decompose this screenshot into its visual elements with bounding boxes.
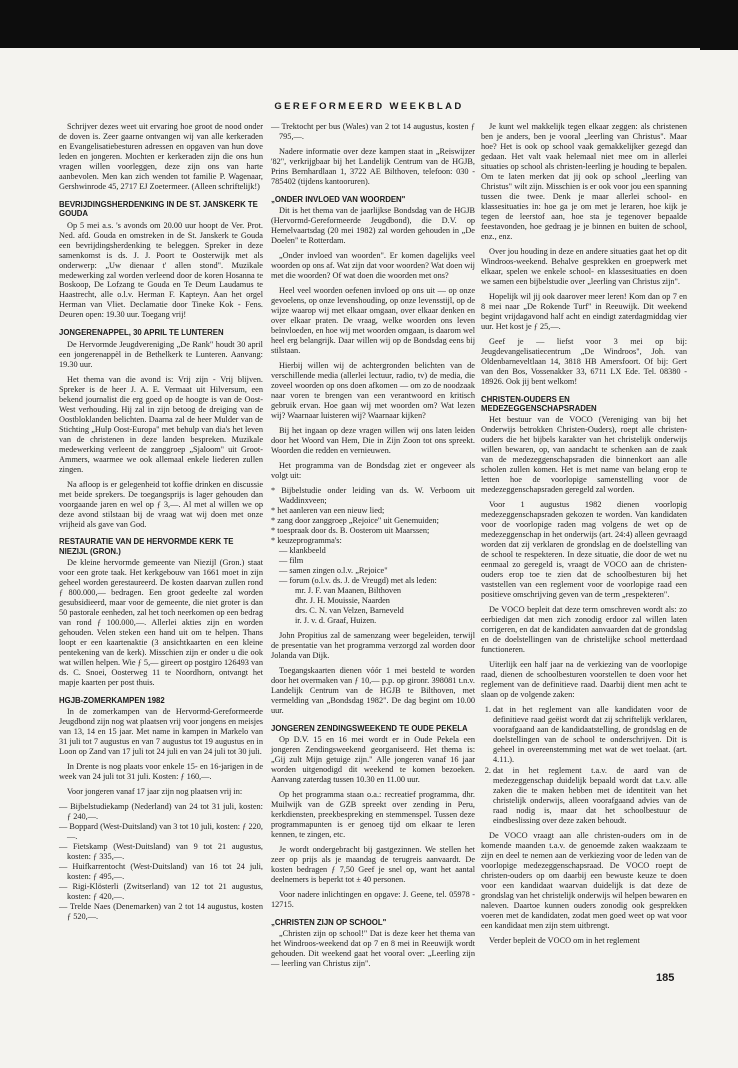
paragraph: „Christen zijn op school!" Dat is deze keer het thema van het Windroos-weekend dat op 7 en 8 mei in Reeuwijk wordt gehouden. Dit weekend gaat het vooral over: „Leerling zijn — leerling van Christus zijn". [271,928,475,968]
program-list [271,486,475,546]
scan-top-border-notch [700,44,738,50]
list-item: — forum (o.l.v. ds. J. de Vreugd) met als leden: [279,575,437,585]
section-heading: RESTAURATIE VAN DE HERVORMDE KERK TE NIEZIJL (GRON.) [59,537,234,556]
list-item: — samen zingen o.l.v. „Rejoice" [279,565,388,575]
paragraph: Je kunt wel makkelijk tegen elkaar zeggen: als christenen ben je anders, ben je vooral „leerling van Christus". Maar hoe? Het is ook op school vaak gemakkelijker gezegd dan gedaan. Het valt vaak helemaal niet mee om in allerlei situaties op school als christen-leerling je houding te bepalen. Om te laten merken dat jij ook op school „leerling van Christus" wilt zijn. Misschien is er ook voor jou een spanning tussen die twee. Denk je maar allerlei school- en klassesituaties in: hoe ga je om met je leraren, hoe kijk je tegen de leerstof aan, hoe sta je tegenover bepaalde feestavonden, hoe gedraag je je binnen en buiten de school, enz., enz. [481,122,687,241]
paragraph: Dit is het thema van de jaarlijkse Bondsdag van de HGJB (Hervormd-Gereformeerde Jeugdbond), die D.V. op Hemelvaartsdag (20 mei 1982) zal worden gehouden in „De Doelen" te Rotterdam. [271,206,475,246]
list-item: * het aanleren van een nieuw lied; [271,505,385,515]
paragraph: De kleine hervormde gemeente van Niezijl (Gron.) staat voor een grote taak. Het kerkgebouw van 1661 moet in zijn geheel worden gerestaureerd. De kosten daarvan zullen rond ƒ 800.000,— bedragen. Een groot gedeelte zal worden gesubsidieerd, maar voor de gemeente, die niet groter is dan 50 pastorale eenheden, zal het toch neerkomen op een bedrag van rond ƒ 100.000,—. Allerlei akties zijn en worden gehouden. Velen steken een hand uit om te helpen. Thans loopt er een kaartenaktie (3 ansichtkaarten en een kleine pentekening van de kerk). Misschien zijn er onder u die ook wat willen helpen. Wie ƒ 5,— gireert op postgiro 126493 van ds. C. Snoei, Oosterweg 11 te Noordhorn, ontvangt het mapje kaarten per post thuis. [59,558,263,687]
paragraph: Op D.V. 15 en 16 mei wordt er in Oude Pekela een jongeren Zendingsweekend georganiseerd. Het thema is: „Gij zult Mijn getuige zijn." Alle jongeren vanaf 16 jaar worden uitgenodigd dit weekend te komen bezoeken. Aanvang zaterdag tussen 10.30 en 11.00 uur. [271,734,475,784]
paragraph: Nadere informatie over deze kampen staat in „Reiswijzer '82", verkrijgbaar bij het Landelijk Centrum van de HGJB, Prins Bernhardlaan 1, 3722 AE Bilthoven, telefoon: 030 - 785402 (tijdens kantooruren). [271,146,475,186]
paragraph: John Propitius zal de samenzang weer begeleiden, terwijl de presentatie van het programma verzorgd zal worden door Jolanda van Dijk. [271,630,475,660]
forum-member: dhr. J. H. Mouissie, Naarden [295,595,390,605]
paragraph: Bij het ingaan op deze vragen willen wij ons laten leiden door het Woord van Hem, Die in Zijn Zoon tot ons spreekt. Woorden die redden en vernieuwen. [271,425,475,455]
paragraph: Hierbij willen wij de achtergronden belichten van de verschillende media (allerlei lectuur, radio, tv) de media, die zoveel woorden op ons doen afkomen — om zo de noodzaak naar voren te brengen van een verantwoord en kritisch gebruik ervan. Hoe gaan wij met woorden om? Wat lezen wij? Waarnaar luisteren wij? Waarnaar kijken? [271,361,475,420]
paragraph: Het programma van de Bondsdag ziet er ongeveer als volgt uit: [271,460,475,480]
list-item: — Bijbelstudiekamp (Nederland) van 24 tot 31 juli, kosten: ƒ 240,—. [59,802,263,822]
list-item: * toespraak door ds. B. Oosterom uit Maarssen; [271,525,430,535]
paragraph: Hopelijk wil jij ook daarover meer leren! Kom dan op 7 en 8 mei naar „De Rokende Turf" in Reeuwijk. Dit weekend begint vrijdagavond half acht en eindigt zaterdagmiddag vier uur. Het kost je ƒ 25,—. [481,291,687,331]
paragraph: Geef je — liefst voor 3 mei op bij: Jeugdevangelisatiecentrum „De Windroos", Joh. van Oldenbarneveltlaan 14, 3818 HB Amersfoort. Of bij: Gert van den Bos, Vossenakker 33, 6711 LX Ede. Tel. 08380 - 18926. Ook jij bent welkom! [481,336,687,386]
paragraph: Verder bepleit de VOCO om in het reglement [489,935,640,945]
paragraph: „Onder invloed van woorden". Er komen dagelijks veel woorden op ons af. Wat zijn dat voor woorden? Wat doen wij met die woorden? Of wat doen die woorden met ons? [271,251,475,281]
list-item: — Rigi-Klösterli (Zwitserland) van 12 tot 21 augustus, kosten: ƒ 420,—. [59,882,263,902]
choice-program-list [271,546,475,586]
paragraph: Het thema van die avond is: Vrij zijn - Vrij blijven. Spreker is de heer J. A. E. Vermaat uit Hilversum, een bekend journalist die erg goed op de hoogte is van de Oost-West verhouding. Hij zal in zijn betoog de dreiging van de Oostbloklanden belichten. Daarna zal de heer Mulder van de Stichting „Hulp Oost-Europa" met behulp van dia's het leven van de christenen in deze landen bespreken. Muzikale medewerking verleent de zanggroep „Sjaloom" uit Groot-Ammers, waarmee we ook allemaal enkele liederen zullen zingen. [59,374,263,474]
paragraph: Op 5 mei a.s. 's avonds om 20.00 uur hoopt de Ver. Prot. Ned. afd. Gouda en omstreken in de St. Janskerk te Gouda een bevrijdingsherdenking te beleggen. Spreker in deze samenkomst is ds. J. J. Poort te Oosterwijk met als onderwerp: „Uw dienaar t' allen stond". Muzikale medewerking zal worden verleend door de koren Hosanna te Boskoop, De Lofzang te Gouda en Te Deum Laudamus te Haastrecht, alle o.l.v. Herman F. Kapteyn. Aan het orgel Herman van Vliet. Declamatie door Tineke Kok - Fens. Deuren open: 19.30 uur. Toegang vrij! [59,220,263,320]
paragraph: Voor 1 augustus 1982 dienen voorlopig medezeggenschapsraden gekozen te worden. Van kandidaten voor de voorlopige raden mag volgens de wet op de medezeggenschap in het onderwijs (art. 24:4) alleen gevraagd worden dat zij verklaren de grondslag en de doelstelling van de school te respekteren. In deze situatie, die door de wet nu eenmaal zo geregeld is, vraagt de VOCO aan de christen-ouders erop toe te zien dat de schoolbesturen bij het vaststellen van een reglement voor de voorlopige raad een positieve omschrijving geven van de term „respekteren". [481,500,687,600]
list-item: — film [279,555,304,565]
section-heading: CHRISTEN-OUDERS EN MEDEZEGGENSCHAPSRADEN [481,394,597,413]
paragraph: De VOCO vraagt aan alle christen-ouders om in de komende maanden t.a.v. de genoemde zaken waakzaam te zijn en deel te nemen aan de verkiezing voor de leden van de voorlopige medezeggenschapsraad. De VOCO roept de christen-ouders op om daarbij een bewuste keuze te doen voor een kandidaat waarvan duidelijk is dat deze de grondslag van het christelijk onderwijs wil helpen bewaren en naleven. Daartoe kunnen ouders zonodig ook gesprekken voeren met de kandidaten, zodat men goed weet op wat voor een kandidaat men zijn stem uitbrengt. [481,830,687,930]
paragraph: Over jou houding in deze en andere situaties gaat het op dit Windroos-weekend. Behalve gesprekken en groepwerk met elkaar, spelen we enkele school- en klassesituaties en doen we samen een bijbelstudie over „leerling van Christus zijn". [481,246,687,286]
scan-top-border [0,0,738,48]
camp-list-continued [271,122,475,142]
paragraph: Uiterlijk een half jaar na de verkiezing van de voorlopige raad, dienen de schoolbesturen voorstellen te doen voor het reglement van de definitieve raad. Daarbij dient men acht te slaan op de volgende zaken: [481,659,687,699]
paragraph: Je wordt ondergebracht bij gastgezinnen. We stellen het zeer op prijs als je maandag de terugreis aanvaardt. De kosten bedragen ƒ 7,50 Geef je snel op, want het aantal deelnemers is beperkt tot ± 40 personen. [271,844,475,884]
paragraph: Voor nadere inlichtingen en opgave: J. Geene, tel. 05978 - 12715. [271,889,475,909]
paragraph: De Hervormde Jeugdvereniging „De Rank" houdt 30 april een jongerenappèl in de Bethelkerk te Lunteren. Aanvang: 19.30 uur. [59,339,263,369]
intro-paragraph: Schrijver dezes weet uit ervaring hoe groot de nood onder de doven is. Zeer gaarne ontvangen wij van alle kerkeraden en Evangelisatiebesturen adressen en opgaven van hun dove leden en jongeren. Mochten er kerkeraden zijn die ons hun vragen willen voorleggen, deze zijn ons van harte aanbevolen. Men kan zich wenden tot familie P. Wagenaar, Gershwinrode 45, 2717 EJ Zoetermeer. (Alleen schriftelijk!) [59,122,263,191]
list-item: — Trektocht per bus (Wales) van 2 tot 14 augustus, kosten ƒ 795,—. [271,122,475,141]
forum-member: mr. J. F. van Maanen, Bilthoven [295,585,402,595]
forum-members [271,586,475,626]
section-heading: „ONDER INVLOED VAN WOORDEN" [271,194,406,204]
camp-list [59,802,263,922]
list-item: — Boppard (West-Duitsland) van 3 tot 10 juli, kosten: ƒ 220,—. [59,822,263,842]
forum-member: ir. J. v. d. Graaf, Huizen. [295,615,377,625]
section-heading: JONGERENAPPEL, 30 APRIL TE LUNTEREN [59,328,224,338]
paragraph: Na afloop is er gelegenheid tot koffie drinken en discussie met beide sprekers. De toegangsprijs is lager gehouden dan voorgaande jaren en wel op ƒ 3,—. Al met al willen we op deze avond stilstaan bij de vraag wat wij doen met onze vrijheid als gave van God. [59,479,263,529]
list-item: * keuzeprogramma's: [271,535,342,545]
list-item: — Fietskamp (West-Duitsland) van 9 tot 21 augustus, kosten: ƒ 335,—. [59,842,263,862]
list-item: — Huifkarrentocht (West-Duitsland) van 16 tot 24 juli, kosten: ƒ 495,—. [59,862,263,882]
numbered-list [481,705,687,826]
column-2 [271,122,475,974]
running-header: GEREFORMEERD WEEKBLAD [274,101,464,112]
section-heading: JONGEREN ZENDINGSWEEKEND TE OUDE PEKELA [271,723,468,733]
section-heading: HGJB-ZOMERKAMPEN 1982 [59,695,165,705]
paragraph: Voor jongeren vanaf 17 jaar zijn nog plaatsen vrij in: [67,787,243,797]
list-item: * zang door zanggroep „Rejoice" uit Genemuiden; [271,515,439,525]
list-item: — Trelde Naes (Denemarken) van 2 tot 14 augustus, kosten ƒ 520,—. [59,902,263,922]
paragraph: Het bestuur van de VOCO (Vereniging van bij het Onderwijs betrokken Christen-Ouders), roept alle christen-ouders die het bijbels karakter van het christelijk onderwijs willen bewaren, op, van aandacht te schenken aan de zaak van de medezeggenschapsraden die binnenkort aan alle scholen zullen komen. Het is met name van belang erop te letten hoe de voorlopige samenstelling voor de medezeggenschapsraden geregeld zal worden. [481,415,687,495]
section-heading: „CHRISTEN ZIJN OP SCHOOL" [271,917,387,927]
paragraph: In de zomerkampen van de Hervormd-Gereformeerde Jeugdbond zijn nog wat plaatsen vrij voor jongens en meisjes van 13, 14 en 15 jaar. Met name in kampen in Markelo van 31 juli tot 7 augustus en van 7 augustus tot 19 augustus en in Loon op Zand van 17 juli tot 24 juli en van 24 juli tot 30 juli. [59,707,263,757]
paragraph: Toegangskaarten dienen vóór 1 mei besteld te worden door het overmaken van ƒ 10,— p.p. op gironr. 398081 t.n.v. Landelijk Centrum van de HGJB te Bilthoven, met vermelding van „Bondsdag 1982". De dag begint om 10.00 uur. [271,665,475,715]
list-item: 2. dat in het reglement t.a.v. de aard van de medezeggenschap duidelijk bepaald wordt dat t.a.v. alle zaken die te maken hebben met de identiteit van het christelijk onderwijs, alleen voorafgaand advies van de raad nodig is, maar dat het schoolbestuur de eindbeslissing over deze zaken behoudt. [493,766,687,826]
forum-member: drs. C. N. van Velzen, Barneveld [295,605,404,615]
column-3 [481,122,687,951]
paragraph: In Drente is nog plaats voor enkele 15- en 16-jarigen in de week van 24 juli tot 31 juli. Kosten: ƒ 160,—. [59,762,263,782]
paragraph: Op het programma staan o.a.: recreatief programma, dhr. Muilwijk van de GZB spreekt over zending in Peru, kerkdiensten, preekbespreking en stemmenspel. Tussen deze programmapunten is er genoeg tijd om elkaar te leren kennen, te zingen, etc. [271,789,475,839]
page-number: 185 [656,972,675,984]
list-item: 1. dat in het reglement van alle kandidaten voor de definitieve raad geëist wordt dat zij schriftelijk verklaren, voorafgaand aan de kandidaatstelling, de grondslag en de doelstellingen van de school te onderschrijven. Dit is geheel in overeenstemming met wat de wet toelaat. (art. 4.11.). [493,705,687,765]
paragraph: Heel veel woorden oefenen invloed op ons uit — op onze gevoelens, op onze levenshouding, op onze levensstijl, op de wijze waarop wij met elkaar omgaan, over elkaar denken en over elkaar praten. De vraag, welke woorden ons leven beïnvloeden, en hoe wij met woorden omgaan, is daarom wel heel erg belangrijk. Daar willen wij op de Bondsdag eens bij stilstaan. [271,286,475,356]
list-item: — klankbeeld [279,545,326,555]
list-item: * Bijbelstudie onder leiding van ds. W. Verboom uit Waddinxveen; [271,485,475,505]
section-heading: BEVRIJDINGSHERDENKING IN DE ST. JANSKERK TE GOUDA [59,199,258,219]
column-1 [59,122,263,927]
paragraph: De VOCO bepleit dat deze term omschreven wordt als: zo eerbiedigen dat men zich zonodig erdoor zal willen laten corrigeren, en dat de kandidaten aanvaarden dat de grondslag en de doelstellingen van de christelijke school metterdaad functioneren. [481,605,687,654]
